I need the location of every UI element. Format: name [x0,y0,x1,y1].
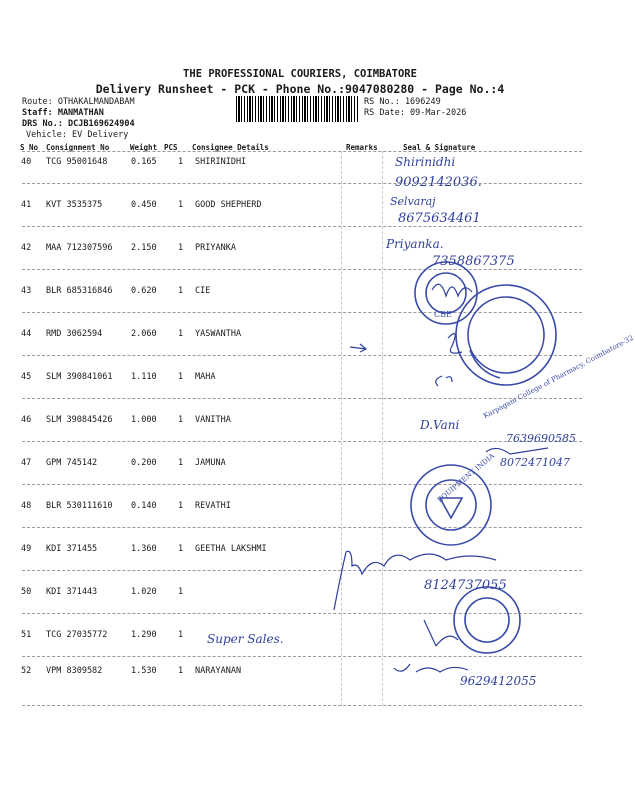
sig46-name: D.Vani [420,418,460,432]
cell-weight: 0.200 [131,458,157,468]
cell-pcs: 1 [178,666,184,676]
cell-consignment: KDI 371443 [46,587,98,597]
cell-weight: 2.150 [131,243,157,253]
cell-consignment: GPM 745142 [46,458,98,468]
rs-date: RS Date: 09-Mar-2026 [364,108,467,118]
col-pcs: PCS [164,143,178,152]
cell-consignee: MAHA [195,372,216,382]
sig47-scribble [486,448,548,454]
cell-sno: 51 [21,630,32,640]
cell-weight: 0.450 [131,200,157,210]
col-sno: S No [20,143,39,152]
college-stamp-outer [456,285,556,385]
cell-pcs: 1 [178,286,184,296]
cell-sno: 47 [21,458,32,468]
cell-consignment: TCG 27035772 [46,630,108,640]
cell-pcs: 1 [178,329,184,339]
cell-pcs: 1 [178,415,184,425]
cell-weight: 2.060 [131,329,157,339]
sig41-phone: 8675634461 [398,211,481,226]
vehicle-label: Vehicle: EV Delivery [26,130,129,140]
cell-pcs: 1 [178,587,184,597]
cell-consignment: KVT 3535375 [46,200,103,210]
cell-pcs: 1 [178,544,184,554]
cell-consignee: VANITHA [195,415,231,425]
cell-pcs: 1 [178,501,184,511]
cell-pcs: 1 [178,458,184,468]
cell-weight: 1.290 [131,630,157,640]
cell-sno: 50 [21,587,32,597]
cell-consignee: JAMUNA [195,458,226,468]
cell-consignment: VPM 8309582 [46,666,103,676]
col-weight: Weight [130,143,158,152]
cell-consignment: BLR 530111610 [46,501,113,511]
college-stamp-inner [468,297,544,373]
cell-consignee: REVATHI [195,501,231,511]
cell-sno: 49 [21,544,32,554]
cell-sno: 40 [21,157,32,167]
cell-consignment: MAA 712307596 [46,243,113,253]
cell-pcs: 1 [178,630,184,640]
drs-number: DRS No.: DCJB169624904 [22,119,135,129]
col-remarks: Remarks [346,143,378,152]
runsheet-title: Delivery Runsheet - PCK - Phone No.:9047080280 - Page No.:4 [95,82,505,96]
cell-consignee: GOOD SHEPHERD [195,200,262,210]
cell-consignee: YASWANTHA [195,329,242,339]
sig52-phone: 9629412055 [460,674,537,688]
cell-consignee: GEETHA LAKSHMI [195,544,267,554]
cell-consignment: TCG 95001648 [46,157,108,167]
cell-weight: 1.000 [131,415,157,425]
cell-pcs: 1 [178,157,184,167]
cell-consignee: NARAYANAN [195,666,242,676]
cell-consignee: SHIRINIDHI [195,157,247,167]
col-consignment: Consignment No [46,143,110,152]
cell-weight: 0.165 [131,157,157,167]
cell-sno: 43 [21,286,32,296]
cell-pcs: 1 [178,200,184,210]
equipment-stamp-outer [411,465,491,545]
route-label: Route: OTHAKALMANDABAM [22,97,135,107]
sig42-name: Priyanka. [386,237,444,251]
cell-weight: 0.620 [131,286,157,296]
cell-sno: 44 [21,329,32,339]
equipment-stamp-text: EQUIPMENT INDIA [435,451,497,505]
cell-consignee: PRIYANKA [195,243,236,253]
cell-weight: 1.530 [131,666,157,676]
cell-sno: 41 [21,200,32,210]
sig44-scribble [448,334,462,354]
cell-sno: 48 [21,501,32,511]
cell-consignment: RMD 3062594 [46,329,103,339]
cell-consignee: CIE [195,286,211,296]
company-title: THE PROFESSIONAL COURIERS, COIMBATORE [183,68,417,80]
staff-label: Staff: MANMATHAN [22,108,104,118]
cell-sno: 45 [21,372,32,382]
cell-consignment: KDI 371455 [46,544,98,554]
cell-consignment: SLM 390841061 [46,372,113,382]
sig45-scribble [436,376,452,386]
cell-weight: 0.140 [131,501,157,511]
cell-sno: 42 [21,243,32,253]
sig52-scribble [394,664,468,672]
sig51-note: Super Sales. [207,632,284,646]
row51-stamp-inner [465,598,509,642]
sig50-scribble [424,620,458,646]
cell-weight: 1.110 [131,372,157,382]
sig40-phone: 9092142036. [395,175,482,190]
college-stamp-text: Karpagam College of Pharmacy, Coimbatore-32 [482,333,635,421]
sig42-phone: 7358867375 [432,254,515,269]
col-consignee: Consignee Details [192,143,269,152]
cell-consignment: BLR 685316846 [46,286,113,296]
sig41-name: Selvaraj [390,195,436,208]
remark-arrow-icon [350,344,366,352]
cell-weight: 1.020 [131,587,157,597]
rs-number: RS No.: 1696249 [364,97,441,107]
sig46-phone: 7639690585 [506,432,576,445]
cbe-stamp-text: CBE [434,310,452,319]
cell-pcs: 1 [178,372,184,382]
sig47-phone: 8072471047 [500,456,570,469]
cell-pcs: 1 [178,243,184,253]
cell-weight: 1.360 [131,544,157,554]
cell-sno: 46 [21,415,32,425]
row51-stamp-outer [454,587,520,653]
col-signature: Seal & Signature [403,143,476,152]
sig50-phone: 8124737055 [424,578,507,593]
cell-consignment: SLM 390845426 [46,415,113,425]
sig40-name: Shirinidhi [395,155,456,169]
cell-sno: 52 [21,666,32,676]
